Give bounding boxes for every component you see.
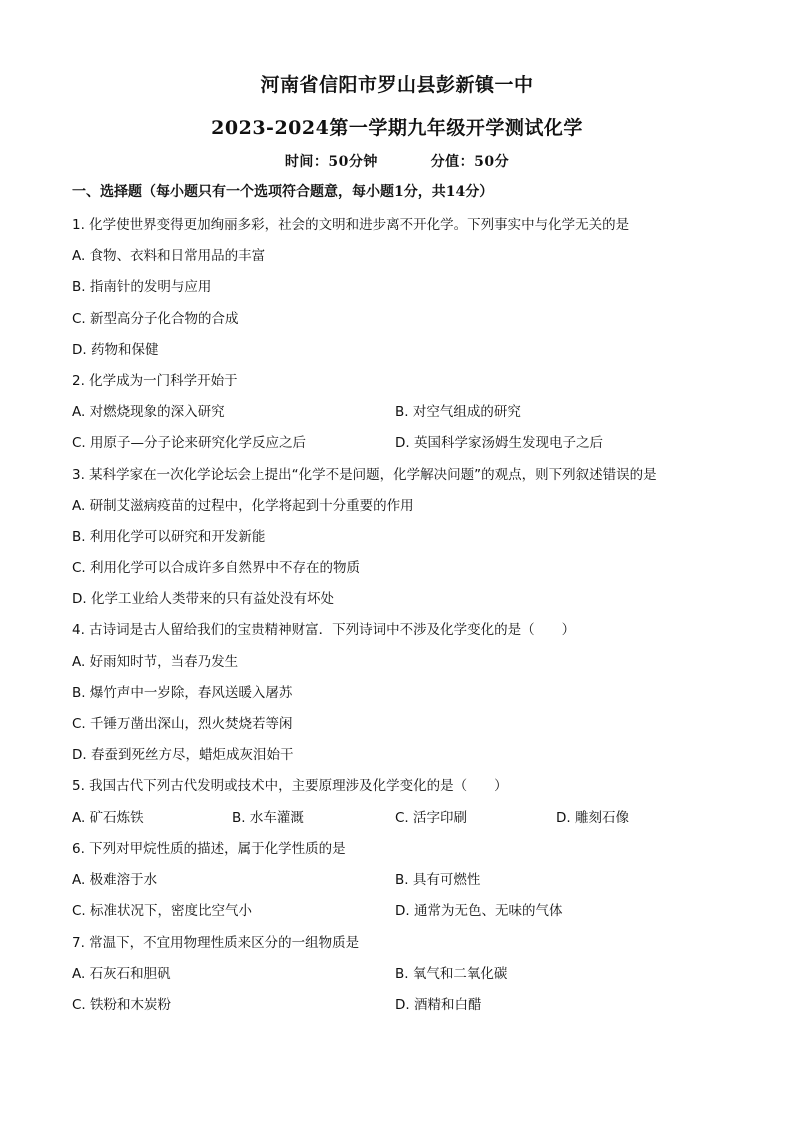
- q4-option-a: A. 好雨知时节，当春乃发生: [72, 654, 239, 670]
- q7-option-a: A. 石灰石和胆矾: [72, 966, 171, 982]
- q6-option-a: A. 极难溶于水: [72, 872, 158, 888]
- exam-info: [0, 151, 794, 171]
- question-5-stem: 5. 我国古代下列古代发明或技术中，主要原理涉及化学变化的是（ ）: [72, 778, 508, 794]
- question-2-stem: 2. 化学成为一门科学开始于: [72, 373, 238, 389]
- question-7-stem: 7. 常温下，不宜用物理性质来区分的一组物质是: [72, 935, 360, 951]
- exam-time: 时间：50分钟: [284, 154, 378, 170]
- q6-option-b: B. 具有可燃性: [395, 872, 481, 888]
- q1-option-b: B. 指南针的发明与应用: [72, 279, 212, 295]
- exam-title: 2023-2024第一学期九年级开学测试化学: [211, 117, 583, 139]
- q3-option-a: A. 研制艾滋病疫苗的过程中，化学将起到十分重要的作用: [72, 498, 414, 514]
- q6-option-c: C. 标准状况下，密度比空气小: [72, 903, 253, 919]
- q1-option-c: C. 新型高分子化合物的合成: [72, 311, 239, 327]
- q3-option-b: B. 利用化学可以研究和开发新能: [72, 529, 266, 545]
- q4-option-c: C. 千锤万凿出深山，烈火焚烧若等闲: [72, 716, 293, 732]
- question-3-stem: 3. 某科学家在一次化学论坛会上提出“化学不是问题，化学解决问题”的观点，则下列叙述错误的是: [72, 467, 657, 483]
- q1-option-a: A. 食物、衣料和日常用品的丰富: [72, 248, 266, 264]
- q3-option-c: C. 利用化学可以合成许多自然界中不存在的物质: [72, 560, 361, 576]
- q3-option-d: D. 化学工业给人类带来的只有益处没有坏处: [72, 591, 334, 607]
- school-name: 河南省信阳市罗山县彭新镇一中: [260, 74, 534, 96]
- q5-option-c: C. 活字印刷: [395, 810, 468, 826]
- exam-score: 分值：50分: [430, 154, 510, 170]
- q7-option-b: B. 氧气和二氧化碳: [395, 966, 508, 982]
- q4-option-d: D. 春蚕到死丝方尽，蜡炬成灰泪始干: [72, 747, 294, 763]
- q5-option-d: D. 雕刻石像: [556, 810, 629, 826]
- q7-option-d: D. 酒精和白醋: [395, 997, 482, 1013]
- question-6-stem: 6. 下列对甲烷性质的描述，属于化学性质的是: [72, 841, 346, 857]
- q2-option-b: B. 对空气组成的研究: [395, 404, 521, 420]
- q5-option-a: A. 矿石炼铁: [72, 810, 144, 826]
- q2-option-d: D. 英国科学家汤姆生发现电子之后: [395, 435, 603, 451]
- question-1-stem: 1. 化学使世界变得更加绚丽多彩，社会的文明和进步离不开化学。下列事实中与化学无关的是: [72, 217, 630, 233]
- q4-option-b: B. 爆竹声中一岁除，春风送暖入屠苏: [72, 685, 293, 701]
- section-heading: 一、选择题（每小题只有一个选项符合题意，每小题1分，共14分）: [72, 184, 494, 200]
- q2-option-a: A. 对燃烧现象的深入研究: [72, 404, 225, 420]
- q5-option-b: B. 水车灌溉: [232, 810, 304, 826]
- question-4-stem: 4. 古诗词是古人留给我们的宝贵精神财富．下列诗词中不涉及化学变化的是（ ）: [72, 622, 576, 638]
- q1-option-d: D. 药物和保健: [72, 342, 159, 358]
- q6-option-d: D. 通常为无色、无味的气体: [395, 903, 563, 919]
- q7-option-c: C. 铁粉和木炭粉: [72, 997, 172, 1013]
- q2-option-c: C. 用原子—分子论来研究化学反应之后: [72, 435, 307, 451]
